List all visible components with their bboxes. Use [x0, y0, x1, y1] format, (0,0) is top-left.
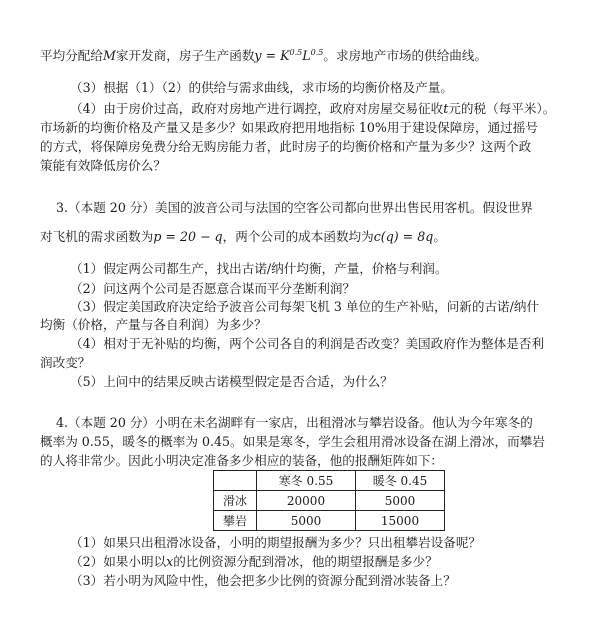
text-fragment: 家开发商，房子生产函数: [115, 48, 255, 63]
table-row-label: 滑冰: [214, 491, 257, 511]
table-row: [214, 471, 445, 491]
text-fragment: 平均分配给: [40, 48, 103, 63]
table-row: [214, 491, 445, 511]
table-cell: [214, 471, 257, 491]
math-t: t: [443, 101, 449, 116]
demand-function: p = 20 − q: [153, 229, 223, 244]
q2-supply-line: [40, 47, 487, 65]
table-cell: 5000: [356, 491, 445, 511]
payoff-matrix: [213, 470, 445, 531]
table-header-cell: 暖冬 0.45: [356, 471, 445, 491]
q2-sub4-line2: 市场新的均衡价格及产量又是多少？如果政府把用地指标 10%用于建设保障房，通过摇号: [40, 120, 538, 135]
table-cell: 5000: [257, 511, 356, 531]
cost-function: c(q) = 8q: [373, 229, 434, 244]
q2-sub4-line1: （4）由于房价过高，政府对房地产进行调控，政府对房屋交易征收t元的税（每平米）。: [70, 101, 556, 116]
q2-sub4-line4: 策能有效降低房价么？: [40, 158, 166, 173]
q3-sub5: （5）上问中的结果反映古诺模型假定是否合适，为什么？: [70, 374, 393, 389]
math-x: x: [166, 554, 174, 569]
q4-sub3: （3）若小明为风险中性，他会把多少比例的资源分配到滑冰装备上？: [70, 573, 456, 588]
q3-sub4-line1: （4）相对于无补贴的均衡，两个公司各自的利润是否改变？美国政府作为整体是否利: [70, 336, 544, 351]
q2-sub4-line3: 的方式，将保障房免费分给无购房能力者，此时房子的均衡价格和产量为多少？这两个政: [40, 139, 532, 154]
math-M: M: [102, 48, 116, 63]
q3-stem-line1: 3.（本题 20 分）美国的波音公司与法国的空客公司都向世界出售民用客机。假设世界: [56, 200, 533, 215]
q3-stem-line2: 对飞机的需求函数为p = 20 − q，两个公司的成本函数均为c(q) = 8q。: [40, 229, 446, 244]
q4-stem-line1: 4.（本题 20 分）小明在未名湖畔有一家店，出租滑冰与攀岩设备。他认为今年寒冬的: [56, 415, 533, 430]
text-fragment: 。求房地产市场的供给曲线。: [323, 48, 488, 63]
table-row: [214, 511, 445, 531]
table-cell: 15000: [356, 511, 445, 531]
q4-stem-line2: 概率为 0.55，暖冬的概率为 0.45。如果是寒冬，学生会租用滑冰设备在湖上滑冰，而攀岩: [40, 434, 545, 449]
production-function: $y = K^{0.5}L^{0.5}$: [254, 48, 324, 63]
table-row-label: 攀岩: [214, 511, 257, 531]
q3-sub2: （2）问这两个公司是否愿意合谋而平分垄断利润？: [70, 281, 356, 296]
table-header-cell: 寒冬 0.55: [257, 471, 356, 491]
q3-sub4-line2: 润改变？: [40, 355, 91, 370]
q4-sub2: （2）如果小明以x的比例资源分配到滑冰，他的期望报酬是多少？: [70, 554, 438, 569]
q3-sub3-line2: 均衡（价格，产量与各自利润）为多少？: [40, 317, 267, 332]
q2-sub3: （3）根据（1）（2）的供给与需求曲线，求市场的均衡价格及产量。: [70, 80, 453, 95]
table-cell: 20000: [257, 491, 356, 511]
q3-sub3-line1: （3）假定美国政府决定给予波音公司每架飞机 3 单位的生产补贴，问新的古诺/纳什: [70, 299, 540, 314]
q3-sub1: （1）假定两公司都生产，找出古诺/纳什均衡，产量，价格与利润。: [70, 261, 448, 276]
q4-sub1: （1）如果只出租滑冰设备，小明的期望报酬为多少？只出租攀岩设备呢？: [70, 535, 482, 550]
q4-stem-line3: 的人将非常少。因此小明决定准备多少相应的装备，他的报酬矩阵如下：: [40, 453, 443, 468]
